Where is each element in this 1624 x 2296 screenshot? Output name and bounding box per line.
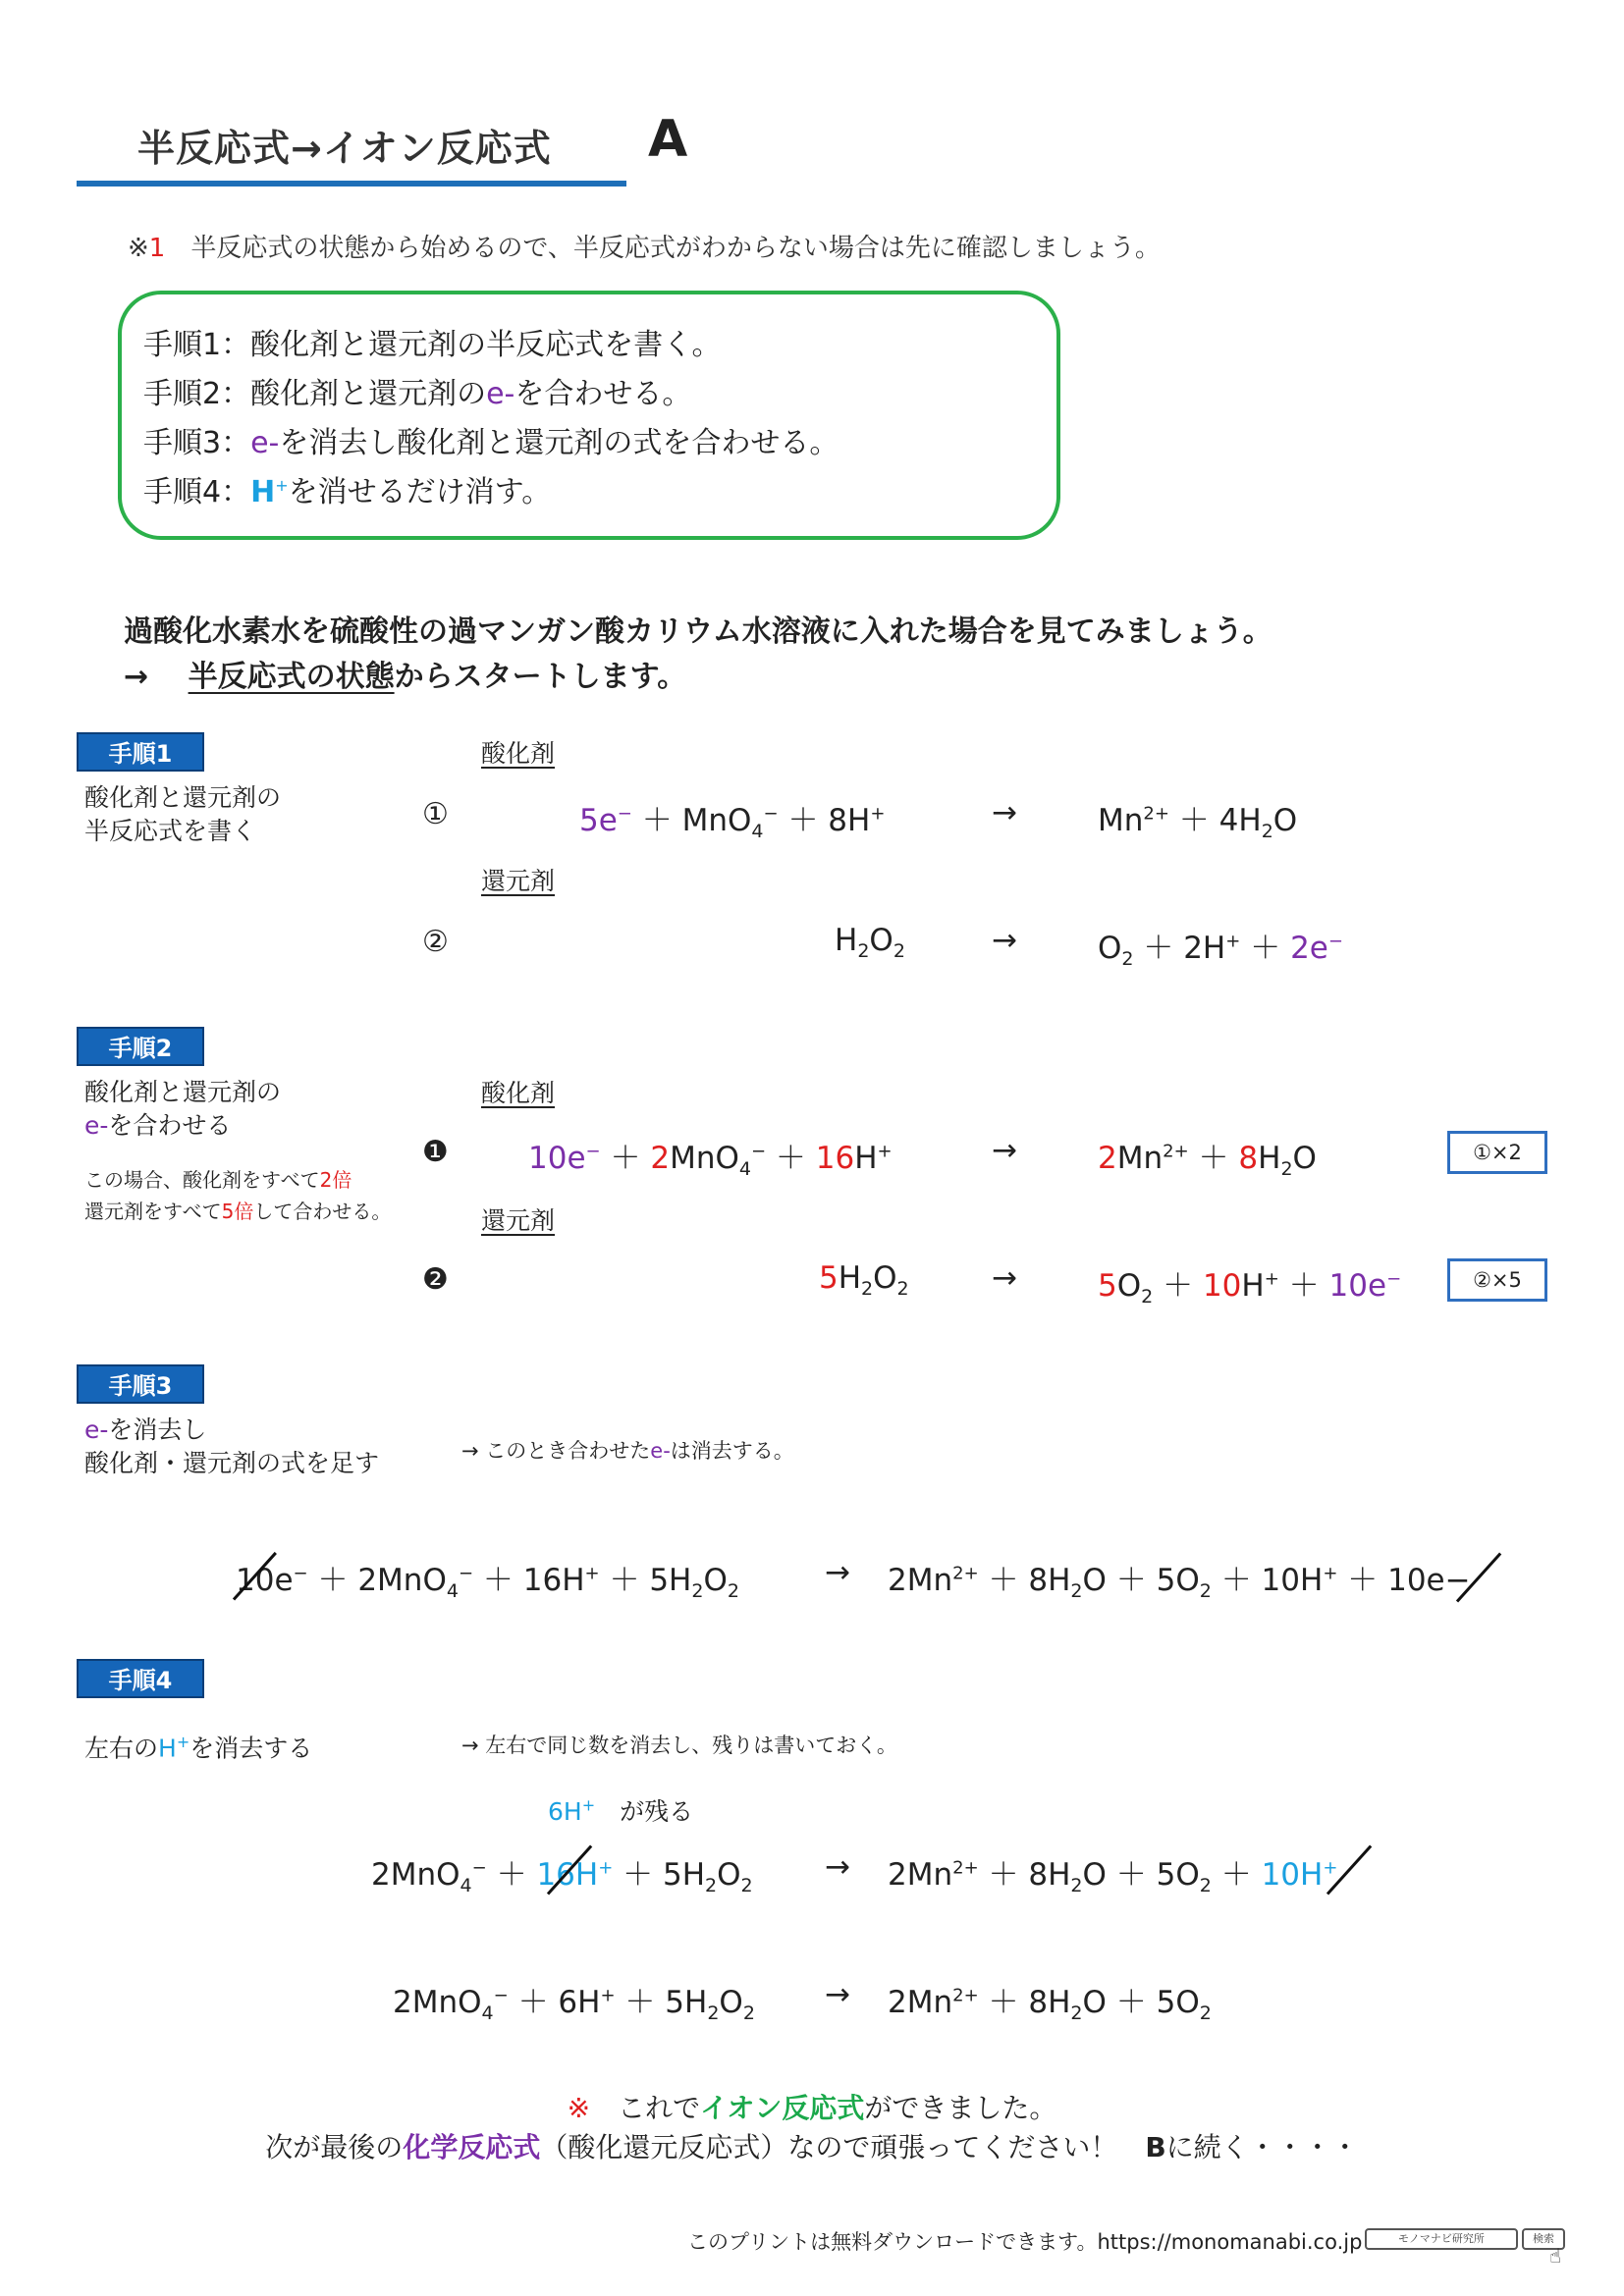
step4-remain-text: が残る (620, 1797, 694, 1826)
summary-step-2-pre: 酸化剤と還元剤の (250, 377, 487, 411)
step4-eq1-right: $2Mn^{2+} + 8H_2O + 5O_2 + 10H^+$ (888, 1857, 1338, 1897)
intro-rest: からスタートします。 (394, 660, 687, 694)
summary-step-4 (143, 467, 551, 510)
page-title-letter: A (648, 110, 688, 169)
footer-line1-pre: これで (618, 2092, 701, 2124)
step4-remain-label (548, 1792, 693, 1828)
footer-mark: ※ (567, 2092, 591, 2124)
footer-line2-mid: （酸化還元反応式）なので頑張ってください！ (540, 2131, 1146, 2163)
summary-step-2-electron: e- (486, 377, 515, 411)
step3-eq-arrow: → (825, 1555, 850, 1590)
step1-oxidizer-label: 酸化剤 (481, 739, 556, 768)
summary-step-3-label: 手順3： (143, 426, 251, 460)
step3-eq-left: $10e^- + 2MnO_4^- + 16H^+ + 5H_2O_2$ (236, 1563, 739, 1603)
step4-desc-proton-sup: + (176, 1733, 190, 1751)
summary-step-3 (143, 418, 839, 461)
footer-line1-highlight: イオン反応式 (700, 2092, 865, 2124)
summary-step-4-proton-sup: + (275, 476, 289, 495)
footer-logo: モノマナビ研究所 (1365, 2228, 1518, 2250)
title-underline (77, 181, 626, 187)
step2-marker-1: ❶ (422, 1135, 449, 1169)
step1-eq1-left: 5e− ＋ MnO$_4$− ＋ 8H+ (579, 803, 886, 843)
step1-badge: 手順1 (77, 732, 204, 772)
step2-desc-2 (84, 1109, 231, 1143)
step2-eq2-arrow: → (992, 1260, 1017, 1296)
step1-eq1-right: $Mn^{2+} + 4H_2O$ (1098, 803, 1298, 843)
step2-eq2-left: $5H_2O_2$ (819, 1260, 909, 1301)
step4-desc (84, 1726, 312, 1765)
final-eq-left: $2MnO_4^- + 6H^+ + 5H_2O_2$ (393, 1985, 755, 2025)
step2-small-2-num: 5倍 (221, 1200, 254, 1223)
step1-desc-2: 半反応式を書く (84, 817, 257, 845)
step2-eq1-right: $2Mn^{2+} + 8H_2O$ (1098, 1141, 1317, 1181)
step2-marker-2: ❷ (422, 1262, 449, 1297)
step2-desc-1: 酸化剤と還元剤の (84, 1078, 282, 1106)
step4-note: → 左右で同じ数を消去し、残りは書いておく。 (461, 1734, 897, 1757)
intro-arrow: → (124, 660, 149, 694)
page-title: 半反応式→イオン反応式 (137, 127, 552, 170)
step3-badge: 手順3 (77, 1364, 204, 1404)
footer-line2-b: B (1145, 2131, 1166, 2163)
step1-marker-2: ② (422, 925, 449, 959)
note-number: 1 (148, 234, 166, 263)
summary-step-4-proton: H (250, 475, 276, 509)
step2-multiplier-2: ②×5 (1447, 1258, 1547, 1302)
step2-reducer-label: 還元剤 (481, 1206, 556, 1235)
intro-line-2 (124, 652, 686, 695)
final-eq-right: $2Mn^{2+} + 8H_2O + 5O_2$ (888, 1985, 1212, 2025)
step2-small-1 (84, 1164, 352, 1196)
step4-desc-pre: 左右の (84, 1734, 159, 1763)
summary-step-3-post: を消去し酸化剤と還元剤の式を合わせる。 (279, 426, 839, 460)
step1-reducer-label: 還元剤 (481, 867, 556, 895)
footer-line1-post: ができました。 (864, 2092, 1057, 2124)
step2-small-2-pre: 還元剤をすべて (84, 1200, 222, 1223)
step4-eq1-arrow: → (825, 1849, 850, 1885)
summary-step-3-electron: e- (250, 426, 280, 460)
intro-underlined: 半反応式の状態 (188, 660, 395, 694)
step2-eq1-arrow: → (992, 1133, 1017, 1168)
step2-eq1-left: 10e− ＋ 2MnO$_4$− ＋ 16H+ (528, 1141, 893, 1181)
step1-eq2-arrow: → (992, 923, 1017, 958)
summary-step-1 (143, 320, 722, 363)
step3-desc-electron: e- (84, 1415, 109, 1444)
step3-note-post: は消去する。 (670, 1439, 794, 1463)
step3-note (461, 1435, 794, 1465)
step2-small-2 (84, 1196, 391, 1227)
step2-badge: 手順2 (77, 1027, 204, 1066)
step4-remain-proton-sup: + (581, 1795, 596, 1815)
step2-multiplier-1: ①×2 (1447, 1131, 1547, 1174)
summary-step-1-text: 酸化剤と還元剤の半反応式を書く。 (250, 328, 722, 362)
step3-eq-right: $2Mn^{2+} + 8H_2O + 5O_2 + 10H^+ + 10e-$ (888, 1563, 1471, 1603)
step4-desc-proton: H (158, 1734, 177, 1763)
step1-eq1-arrow: → (992, 795, 1017, 830)
step1-eq2-left: $H_2O_2$ (835, 923, 905, 963)
step2-oxidizer-label: 酸化剤 (481, 1079, 556, 1107)
summary-step-4-label: 手順4： (143, 475, 251, 509)
pointer-icon: ☝ (1549, 2244, 1562, 2268)
intro-note (128, 228, 1161, 264)
step3-desc-1 (84, 1414, 206, 1447)
note-mark: ※ (128, 234, 149, 263)
summary-step-2 (143, 369, 691, 412)
step4-badge: 手順4 (77, 1659, 204, 1698)
step2-eq2-right: $5O_2 + 10H^+ + 10e^-$ (1098, 1268, 1402, 1308)
step1-eq2-right: $O_2 + 2H^+ + 2e^-$ (1098, 931, 1343, 971)
footer-line-1 (0, 2087, 1624, 2126)
footer-line-2 (0, 2126, 1624, 2165)
note-text: 半反応式の状態から始めるので、半反応式がわからない場合は先に確認しましょう。 (165, 234, 1161, 263)
footer-line2-post: に続く・・・・ (1165, 2131, 1359, 2163)
step2-desc-electron: e- (84, 1111, 109, 1140)
step2-desc-rest: を合わせる (108, 1111, 232, 1140)
step4-eq1-left: $2MnO_4^- + 16H^+ + 5H_2O_2$ (371, 1857, 753, 1897)
step3-note-pre: → このとき合わせた (461, 1439, 651, 1463)
final-eq-arrow: → (825, 1977, 850, 2012)
step2-small-1-num: 2倍 (319, 1168, 352, 1192)
step1-marker-1: ① (422, 797, 449, 831)
summary-step-4-post: を消せるだけ消す。 (288, 475, 552, 509)
intro-line-1: 過酸化水素水を硫酸性の過マンガン酸カリウム水溶液に入れた場合を見てみましょう。 (124, 614, 1272, 649)
step2-small-1-pre: この場合、酸化剤をすべて (84, 1168, 320, 1192)
summary-step-1-label: 手順1： (143, 328, 251, 362)
step1-desc-1: 酸化剤と還元剤の (84, 783, 282, 812)
step3-desc-rest: を消去し (108, 1415, 207, 1444)
step3-desc-2: 酸化剤・還元剤の式を足す (84, 1449, 380, 1477)
footer-search-button[interactable]: 検索 (1522, 2228, 1565, 2250)
footer-line2-pre: 次が最後の (265, 2131, 404, 2163)
step2-small-2-post: して合わせる。 (253, 1200, 392, 1223)
step4-desc-post: を消去する (189, 1734, 313, 1763)
footer-url[interactable]: このプリントは無料ダウンロードできます。https://monomanabi.co.jp (687, 2230, 1363, 2254)
step3-note-electron: e- (650, 1439, 671, 1463)
step4-remain-proton: 6H (548, 1797, 582, 1826)
summary-step-2-post: を合わせる。 (514, 377, 692, 411)
summary-step-2-label: 手順2： (143, 377, 251, 411)
footer-line2-highlight: 化学反応式 (403, 2131, 541, 2163)
